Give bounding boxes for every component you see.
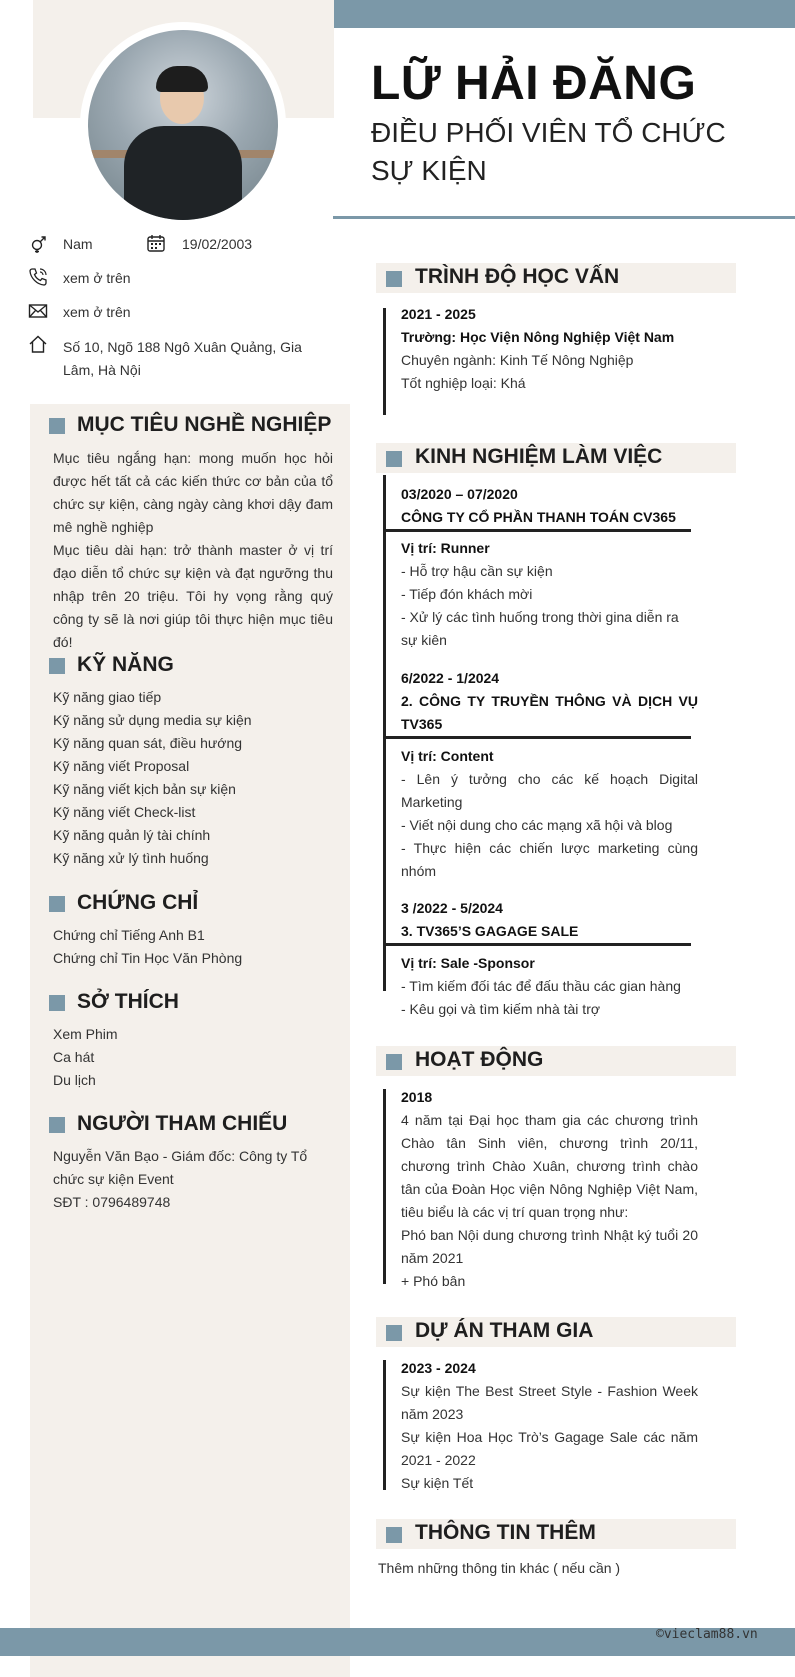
section-marker (386, 1054, 402, 1070)
section-marker (49, 658, 65, 674)
activities-body (401, 1086, 698, 1293)
hobby-item: Xem Phim (53, 1026, 118, 1042)
skill-item: Kỹ năng giao tiếp (53, 689, 162, 705)
job-header (401, 483, 698, 529)
experience-timeline (383, 475, 386, 991)
skills-title: KỸ NĂNG (77, 653, 174, 676)
education-title: TRÌNH ĐỘ HỌC VẤN (415, 265, 620, 288)
extra-title: THÔNG TIN THÊM (415, 1521, 596, 1544)
job-details (401, 745, 698, 883)
certificates-title: CHỨNG CHỈ (77, 891, 199, 914)
job-duty: - Viết nội dung cho các mạng xã hội và blog (401, 817, 673, 833)
activities-year: 2018 (401, 1089, 433, 1105)
section-marker (386, 271, 402, 287)
objective-title: MỤC TIÊU NGHỀ NGHIỆP (77, 413, 332, 436)
phone-value: xem ở trên (63, 270, 131, 286)
avatar (88, 30, 278, 220)
job-duty: - Tiếp đón khách mời (401, 586, 533, 602)
job-details (401, 537, 698, 652)
job-divider (383, 943, 691, 946)
skill-item: Kỹ năng xử lý tình huống (53, 850, 209, 866)
activities-timeline (383, 1089, 386, 1284)
section-marker (49, 896, 65, 912)
activities-role: Phó ban Nội dung chương trình Nhật ký tuổi 20 năm 2021 (401, 1227, 698, 1266)
job-divider (383, 736, 691, 739)
education-timeline (383, 308, 386, 415)
education-school: Trường: Học Viện Nông Nghiệp Việt Nam (401, 329, 675, 345)
project-item: Sự kiện The Best Street Style - Fashion Week năm 2023 (401, 1383, 698, 1422)
footer-watermark: ©vieclam88.vn (656, 1627, 758, 1642)
title-divider (333, 216, 795, 219)
education-grade: Tốt nghiệp loại: Khá (401, 375, 526, 391)
reference-title: NGƯỜI THAM CHIẾU (77, 1112, 288, 1135)
job-period: 3 /2022 - 5/2024 (401, 900, 503, 916)
objective-short: Mục tiêu ngắng hạn: mong muốn học hỏi được hết tất cả các kiến thức cơ bản của tổ chức sự kiện, càng ngày càng khơi dậy đam mê nghề nghiệp (53, 450, 333, 535)
skill-item: Kỹ năng sử dụng media sự kiện (53, 712, 252, 728)
phone-icon (28, 267, 48, 287)
section-marker (386, 451, 402, 467)
hobbies-title: SỞ THÍCH (77, 990, 179, 1013)
skills-list (53, 686, 252, 870)
skill-item: Kỹ năng quan sát, điều hướng (53, 735, 243, 751)
job-duty: - Xử lý các tình huống trong thời gina diễn ra sự kiên (401, 609, 679, 648)
education-major: Chuyên ngành: Kinh Tế Nông Nghiệp (401, 352, 634, 368)
job-position: Vị trí: Sale -Sponsor (401, 955, 535, 971)
project-item: Sự kiện Hoa Học Trò’s Gagage Sale các năm 2021 - 2022 (401, 1429, 698, 1468)
job-period: 6/2022 - 1/2024 (401, 670, 500, 686)
hobby-item: Du lịch (53, 1072, 96, 1088)
education-body (401, 303, 698, 395)
candidate-role: ĐIỀU PHỐI VIÊN TỔ CHỨC SỰ KIỆN (371, 117, 726, 186)
job-duty: - Thực hiện các chiến lược marketing cùng nhóm (401, 840, 698, 879)
project-item: Sự kiện Tết (401, 1475, 474, 1491)
mail-icon (28, 301, 48, 321)
job-company: 2. CÔNG TY TRUYỀN THÔNG VÀ DỊCH VỤ TV365 (401, 693, 698, 732)
activities-description: 4 năm tại Đại học tham gia các chương trình Chào tân Sinh viên, chương trình 20/11, chương trình Chào Xuân, chương trình chào tân của Đoàn Học viện Nông Nghiệp Việt Nam, tiêu biểu là các vị trí quan trọng như: (401, 1112, 698, 1220)
section-marker (49, 418, 65, 434)
job-duty: - Lên ý tưởng cho các kế hoạch Digital Marketing (401, 771, 698, 810)
job-period: 03/2020 – 07/2020 (401, 486, 518, 502)
calendar-icon (146, 233, 166, 253)
skill-item: Kỹ năng viết kịch bản sự kiện (53, 781, 236, 797)
job-details (401, 952, 698, 1021)
skill-item: Kỹ năng viết Check-list (53, 804, 196, 820)
extra-text: Thêm những thông tin khác ( nếu cần ) (378, 1560, 621, 1576)
home-icon (28, 334, 48, 354)
gender-value: Nam (63, 236, 93, 252)
email-value: xem ở trên (63, 304, 131, 320)
section-marker (49, 995, 65, 1011)
education-period: 2021 - 2025 (401, 306, 476, 322)
address-value: Số 10, Ngõ 188 Ngô Xuân Quảng, Gia Lâm, Hà Nội (63, 339, 302, 378)
job-duty: - Kêu gọi và tìm kiếm nhà tài trợ (401, 1001, 601, 1017)
projects-body (401, 1357, 698, 1495)
projects-timeline (383, 1360, 386, 1490)
job-divider (383, 529, 691, 532)
projects-period: 2023 - 2024 (401, 1360, 476, 1376)
reference-phone: SĐT : 0796489748 (53, 1194, 171, 1210)
objective-long: Mục tiêu dài hạn: trở thành master ở vị trí đạo diễn tổ chức sự kiện và đạt ngưỡng thu nhập trên 20 triệu. Tôi hy vọng rằng quý công ty sẽ là nơi giúp tôi thực hiện mục tiêu đó! (53, 542, 333, 650)
certificate-item: Chứng chỉ Tiếng Anh B1 (53, 927, 205, 943)
job-company: 3. TV365’S GAGAGE SALE (401, 923, 579, 939)
skill-item: Kỹ năng viết Proposal (53, 758, 190, 774)
top-accent-bar (333, 0, 795, 28)
job-header (401, 897, 698, 943)
section-marker (49, 1117, 65, 1133)
hobbies-list (53, 1023, 118, 1092)
job-header (401, 667, 698, 736)
reference-person: Nguyễn Văn Bạo - Giám đốc: Công ty Tổ chức sự kiện Event (53, 1148, 308, 1187)
job-position: Vị trí: Runner (401, 540, 490, 556)
projects-title: DỰ ÁN THAM GIA (415, 1319, 594, 1342)
activities-title: HOẠT ĐỘNG (415, 1048, 544, 1071)
section-marker (386, 1325, 402, 1341)
certificate-item: Chứng chỉ Tin Học Văn Phòng (53, 950, 243, 966)
job-duty: - Hỗ trợ hậu cần sự kiện (401, 563, 553, 579)
hobby-item: Ca hát (53, 1049, 95, 1065)
gender-icon (28, 234, 48, 254)
job-company: CÔNG TY CỔ PHẦN THANH TOÁN CV365 (401, 509, 676, 525)
certificates-list (53, 924, 242, 970)
job-duty: - Tìm kiếm đối tác để đấu thầu các gian hàng (401, 978, 681, 994)
section-marker (386, 1527, 402, 1543)
activities-role: + Phó bân (401, 1273, 466, 1289)
candidate-name: LỮ HẢI ĐĂNG (371, 57, 697, 110)
experience-title: KINH NGHIỆM LÀM VIỆC (415, 445, 663, 468)
birthdate-value: 19/02/2003 (182, 236, 253, 252)
job-position: Vị trí: Content (401, 748, 494, 764)
skill-item: Kỹ năng quản lý tài chính (53, 827, 211, 843)
